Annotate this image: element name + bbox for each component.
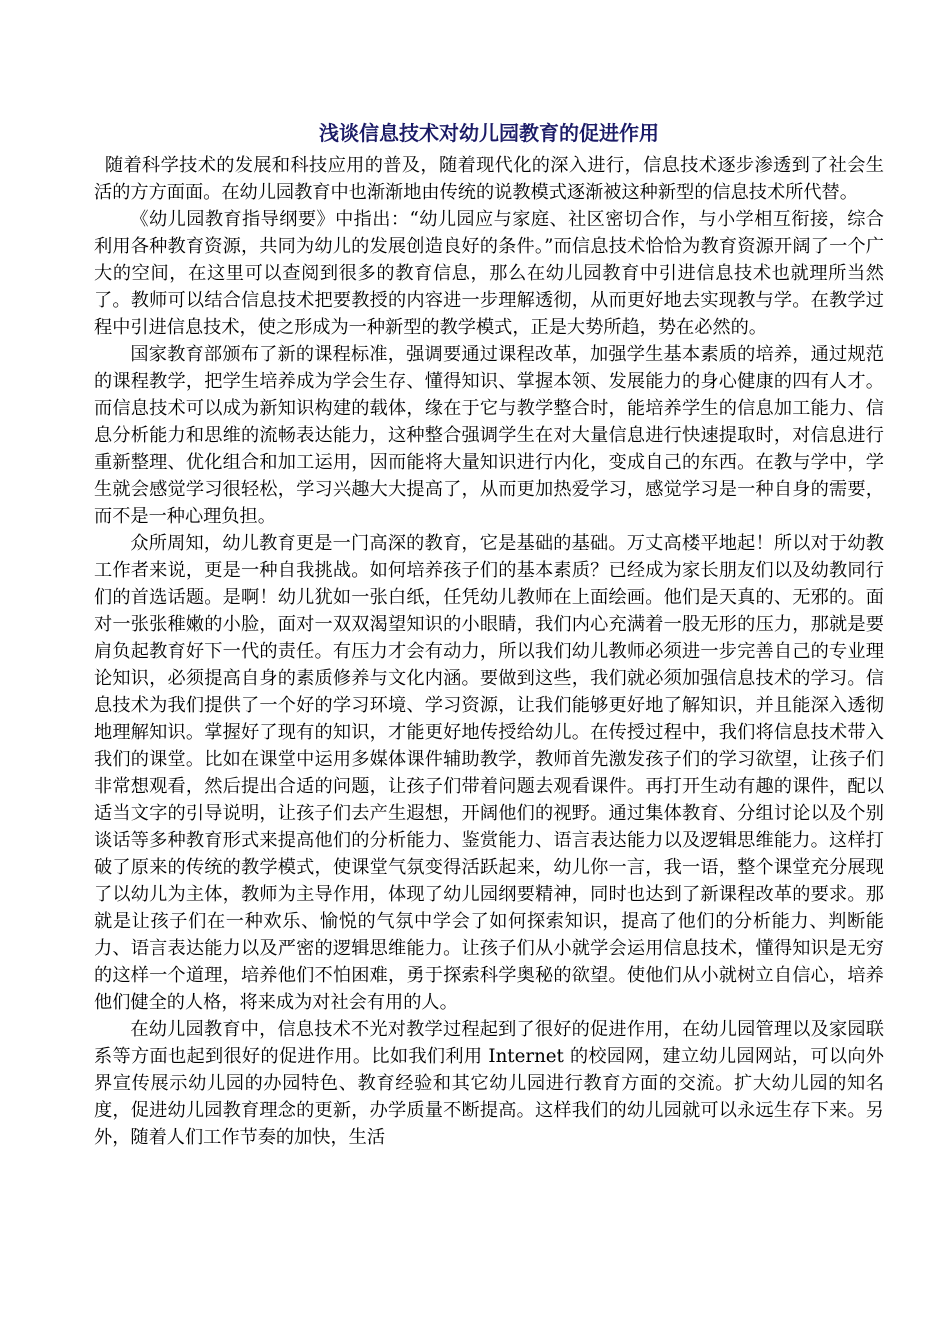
paragraph-early-education: 众所周知，幼儿教育更是一门高深的教育，它是基础的基础。万丈高楼平地起！所以对于幼教工作者来说，更是一种自我挑战。如何培养孩子们的基本素质？已经成为家长朋友们以及幼教同行们的首选话题。是啊！幼儿犹如一张白纸，任凭幼儿教师在上面绘画。他们是天真的、无邪的。面对一张张稚嫩的小脸，面对一双双渴望知识的小眼睛，我们内心充满着一股无形的压力，那就是要肩负起教育好下一代的责任。有压力才会有动力，所以我们幼儿教师必须进一步完善自己的专业理论知识，必须提高自身的素质修养与文化内涵。要做到这些，我们就必须加强信息技术的学习。信息技术为我们提供了一个好的学习环境、学习资源，让我们能够更好地了解知识，并且能深入透彻地理解知识。掌握好了现有的知识，才能更好地传授给幼儿。在传授过程中，我们将信息技术带入我们的课堂。比如在课堂中运用多媒体课件辅助教学，教师首先激发孩子们的学习欲望，让孩子们非常想观看，然后提出合适的问题，让孩子们带着问题去观看课件。再打开生动有趣的课件，配以适当文字的引导说明，让孩子们去产生遐想，开阔他们的视野。通过集体教育、分组讨论以及个别谈话等多种教育形式来提高他们的分析能力、鉴赏能力、语言表达能力以及逻辑思维能力。这样打破了原来的传统的教学模式，使课堂气氛变得活跃起来，幼儿你一言，我一语，整个课堂充分展现了以幼儿为主体，教师为主导作用，体现了幼儿园纲要精神，同时也达到了新课程改革的要求。那就是让孩子们在一种欢乐、愉悦的气氛中学会了如何探索知识，提高了他们的分析能力、判断能力、语言表达能力以及严密的逻辑思维能力。让孩子们从小就学会运用信息技术，懂得知识是无穷的这样一个道理，培养他们不怕困难，勇于探索科学奥秘的欲望。使他们从小就树立自信心，培养他们健全的人格，将来成为对社会有用的人。 [94,533,884,1013]
paragraph-intro: 随着科学技术的发展和科技应用的普及，随着现代化的深入进行，信息技术逐步渗透到了社会生活的方方面面。在幼儿园教育中也渐渐地由传统的说教模式逐渐被这种新型的信息技术所代替。 [94,155,884,203]
paragraph-curriculum: 国家教育部颁布了新的课程标准，强调要通过课程改革，加强学生基本素质的培养，通过规范的课程教学，把学生培养成为学会生存、懂得知识、掌握本领、发展能力的身心健康的四有人才。而信息技术可以成为新知识构建的载体，缘在于它与教学整合时，能培养学生的信息加工能力、信息分析能力和思维的流畅表达能力，这种整合强调学生在对大量信息进行快速提取时，对信息进行重新整理、优化组合和加工运用，因而能将大量知识进行内化，变成自己的东西。在教与学中，学生就会感觉学习很轻松，学习兴趣大大提高了，从而更加热爱学习，感觉学习是一种自身的需要，而不是一种心理负担。 [94,344,884,527]
document-page [94,118,884,1151]
document-title: 浅谈信息技术对幼儿园教育的促进作用 [319,121,659,145]
paragraph-guideline: 《幼儿园教育指导纲要》中指出：“幼儿园应与家庭、社区密切合作，与小学相互衔接，综合利用各种教育资源，共同为幼儿的发展创造良好的条件。”而信息技术恰恰为教育资源开阔了一个广大的空间，在这里可以查阅到很多的教育信息，那么在幼儿园教育中引进信息技术也就理所当然了。教师可以结合信息技术把要教授的内容进一步理解透彻，从而更好地去实现教与学。在教学过程中引进信息技术，使之形成为一种新型的教学模式，正是大势所趋，势在必然的。 [94,209,884,338]
paragraph-management: 在幼儿园教育中，信息技术不光对教学过程起到了很好的促进作用，在幼儿园管理以及家园联系等方面也起到很好的促进作用。比如我们利用 Internet 的校园网，建立幼儿园网站，可以向外界宣传展示幼儿园的办园特色、教育经验和其它幼儿园进行教育方面的交流。扩大幼儿园的知名度，促进幼儿园教育理念的更新，办学质量不断提高。这样我们的幼儿园就可以永远生存下来。另外，随着人们工作节奏的加快，生活 [94,1019,884,1148]
